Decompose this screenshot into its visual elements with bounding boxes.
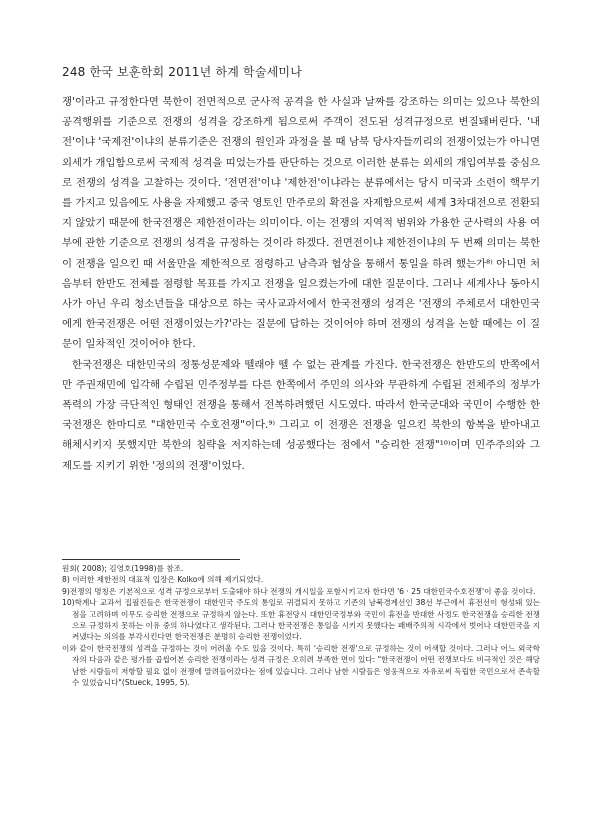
footnote-divider — [62, 559, 240, 560]
footnotes — [62, 563, 540, 688]
footnote-continuation: 원회( 2008); 김영호(1998)를 참조. — [62, 564, 184, 573]
page-header: 248 한국 보훈학회 2011년 하계 학술세미나 — [62, 65, 303, 79]
body-paragraph-2: 한국전쟁은 대한민국의 정통성문제와 뗄래야 뗄 수 없는 관계를 가진다. 한국전쟁은 한반도의 반쪽에서만 주권재민에 입각해 수립된 민주정부를 다른 한쪽에서 주민의 의사와 무관하게 수립된 전체주의 정부가 폭력의 가장 극단적인 형태인 전쟁을 통해서 전복하려했던 시도였다. 따라서 한국군대와 국민이 수행한 한국전쟁은 한마디로 "대한민국 수호전쟁"이다.⁹⁾ 그리고 이 전쟁은 전쟁을 일으킨 북한의 항복을 받아내고 해체시키지 못했지만 북한의 침략을 저지하는데 성공했다는 점에서 "승리한 전쟁"¹⁰⁾이며 민주주의와 그 제도를 지키기 위한 '정의의 전쟁'이었다. — [62, 358, 540, 472]
footnote-10: 10)학계나 교과서 집필진들은 한국전쟁이 대한민국 주도의 통일로 귀결되지 못하고 기존의 남북경계선인 38선 부근에서 휴전선이 형성돼 있는 점을 고려하며 이무도 승리한 전쟁으로 규정하지 않는다. 또한 휴전당시 대한민국정부와 국민이 휴전을 반대한 사정도 한국전쟁을 승리한 전쟁으로 규정하지 못하는 이유 중의 하나였다고 생각된다. 그러나 한국전쟁은 통일을 시키지 못했다는 패배주의적 시각에서 벗어나 대한민국을 지켜냈다는 의의를 부각시킨다면 한국전쟁은 분명히 승리한 전쟁이었다. — [62, 598, 540, 642]
footnote-10-continued: 이와 같이 한국전쟁의 성격을 규정하는 것이 어려울 수도 있을 것이다. 특히 '승리한 전쟁'으로 규정하는 것이 어색할 것이다. 그러나 어느 외국학자의 다음과 같은 평가를 곱씹어본 승리한 전쟁이라는 성격 규정은 오히려 부족한 면이 있다: "한국전쟁이 어떤 전쟁보다도 비극적인 것은 해당 남한 시람들이 저항할 필요 없이 전쟁에 말려들어갔다는 점에 있습니다. 그러나 남한 시람들은 영웅적으로 자유로써 독립한 국민으로서 존속할 수 있었습니다"(Stueck, 1995, 5). — [62, 643, 540, 688]
footnote-9: 9)전쟁의 명칭은 기본적으로 성격 규정으로부터 도출돼야 하나 전쟁의 개시일을 포함시키고자 한다면 '6 · 25 대한민국수호전쟁'이 좋을 것이다. — [62, 586, 536, 596]
body-paragraph-1: 쟁'이라고 규정한다면 북한이 전면적으로 군사적 공격을 한 사실과 날짜를 강조하는 의미는 있으나 북한의 공격행위를 기준으로 전쟁의 성격을 강조하게 됨으로써 주객이 전도된 성격규정으로 변질돼버린다. '내전'이냐 '국제전'이냐의 분류기준은 전쟁의 원인과 과정을 볼 때 남북 당사자들끼리의 전쟁이었는가 아니면 외세가 개입함으로써 국제적 성격을 띠었는가를 판단하는 것으로 이러한 분류는 외세의 개입여부를 중심으로 전쟁의 성격을 고찰하는 것이다. '전면전'이냐 '제한전'이냐라는 분류에서는 당시 미국과 소련이 핵무기를 가지고 있음에도 사용을 자제했고 중국 영토인 만주로의 확전을 자제함으로써 세계 3차대전으로 전환되지 않았기 때문에 한국전쟁은 제한전이라는 의미이다. 이는 전쟁의 지역적 범위와 가용한 군사력의 사용 여부에 관한 기준으로 전쟁의 성격을 규정하는 것이라 하겠다. 전면전이냐 제한전이냐의 두 번째 의미는 북한이 전쟁을 일으킨 때 서울만을 제한적으로 점령하고 남측과 협상을 통해서 통일을 하려 했는가⁸⁾ 아니면 처음부터 한반도 전체를 점령할 목표를 가지고 전쟁을 일으켰는가에 대한 질문이다. 그러나 세계사나 동아시사가 아닌 우리 청소년들을 대상으로 하는 국사교과서에서 한국전쟁의 성격은 '전쟁의 주체로서 대한민국에게 한국전쟁은 어떤 전쟁이었는가?'라는 질문에 답하는 것이어야 하며 전쟁의 성격을 논할 때에는 이 질문이 일차적인 것이어야 한다. — [62, 96, 540, 351]
body-text — [62, 92, 540, 476]
footnote-8: 8) 이러한 제한전의 대표적 입장은 Kolko에 의해 제기되었다. — [62, 575, 264, 585]
